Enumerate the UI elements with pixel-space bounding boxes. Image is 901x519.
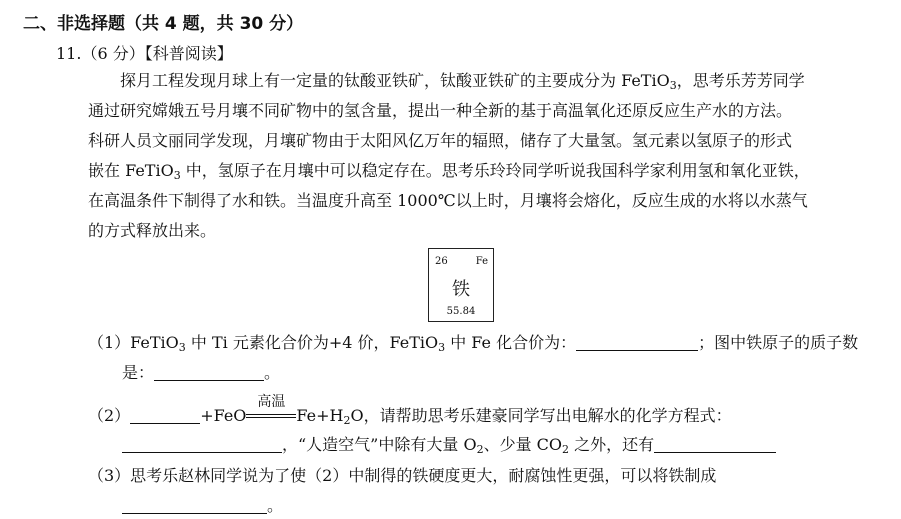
answer-blank-reactant[interactable] [130, 407, 200, 424]
passage-line-1: 探月工程发现月球上有一定量的钛酸亚铁矿，钛酸亚铁矿的主要成分为 FeTiO$_3$，思考乐芳芳同学 [120, 71, 805, 92]
part3-line-2: 。 [122, 496, 283, 516]
answer-blank-fe-valence[interactable] [576, 334, 698, 351]
passage-line-4: 嵌在 FeTiO$_3$ 中，氢原子在月壤中可以稳定存在。思考乐玲玲同学听说我国科学家利用氢和氧化亚铁， [88, 161, 810, 182]
answer-blank-artificial-air[interactable] [654, 436, 776, 453]
part2-line-2: ，“人造空气”中除有大量 $O_2$、少量 $CO_2$ 之外，还有 [122, 435, 776, 455]
passage-line-2: 通过研究嫦娥五号月壤不同矿物中的氢含量，提出一种全新的基于高温氧化还原反应生产水的方法。 [88, 101, 793, 120]
reaction-condition-arrow [246, 394, 296, 423]
atomic-number: 26 [435, 256, 448, 267]
question-tag: （6 分）【科普阅读】 [81, 44, 233, 63]
section-title: 二、非选择题（共 4 题，共 30 分） [23, 14, 304, 34]
reaction-condition: 高温 [257, 394, 286, 410]
question-header [56, 44, 233, 64]
answer-blank-proton-number[interactable] [154, 364, 264, 381]
answer-blank-electrolysis-equation[interactable] [122, 436, 282, 453]
answer-blank-alloy[interactable] [122, 497, 267, 514]
element-card-iron [428, 248, 494, 322]
atomic-mass: 55.84 [446, 306, 476, 317]
question-number: 11. [56, 44, 82, 63]
part1-line-1: （1）FeTiO$_3$ 中 Ti 元素化合价为+4 价，FeTiO$_3$ 中 Fe 化合价为： ；图中铁原子的质子数 [88, 333, 859, 354]
part3-line-1: （3）思考乐赵林同学说为了使（2）中制得的铁硬度更大，耐腐蚀性更强，可以将铁制成 [88, 466, 717, 485]
passage-line-3: 科研人员文丽同学发现，月壤矿物由于太阳风亿万年的辐照，储存了大量氢。氢元素以氢原子的形式 [88, 131, 793, 150]
part1-line-2: 是： 。 [122, 363, 281, 382]
passage-line-6: 的方式释放出来。 [88, 221, 217, 240]
element-name: 铁 [452, 279, 470, 300]
element-symbol: Fe [475, 256, 488, 267]
passage-line-5: 在高温条件下制得了水和铁。当温度升高至 1000℃以上时，月壤将会熔化，反应生成的水将以水蒸气 [88, 191, 808, 210]
part2-line-1: （2） +FeO 高温 $Fe+H_2O$，请帮助思考乐建豪同学写出电解水的化学方程式： [88, 394, 732, 427]
